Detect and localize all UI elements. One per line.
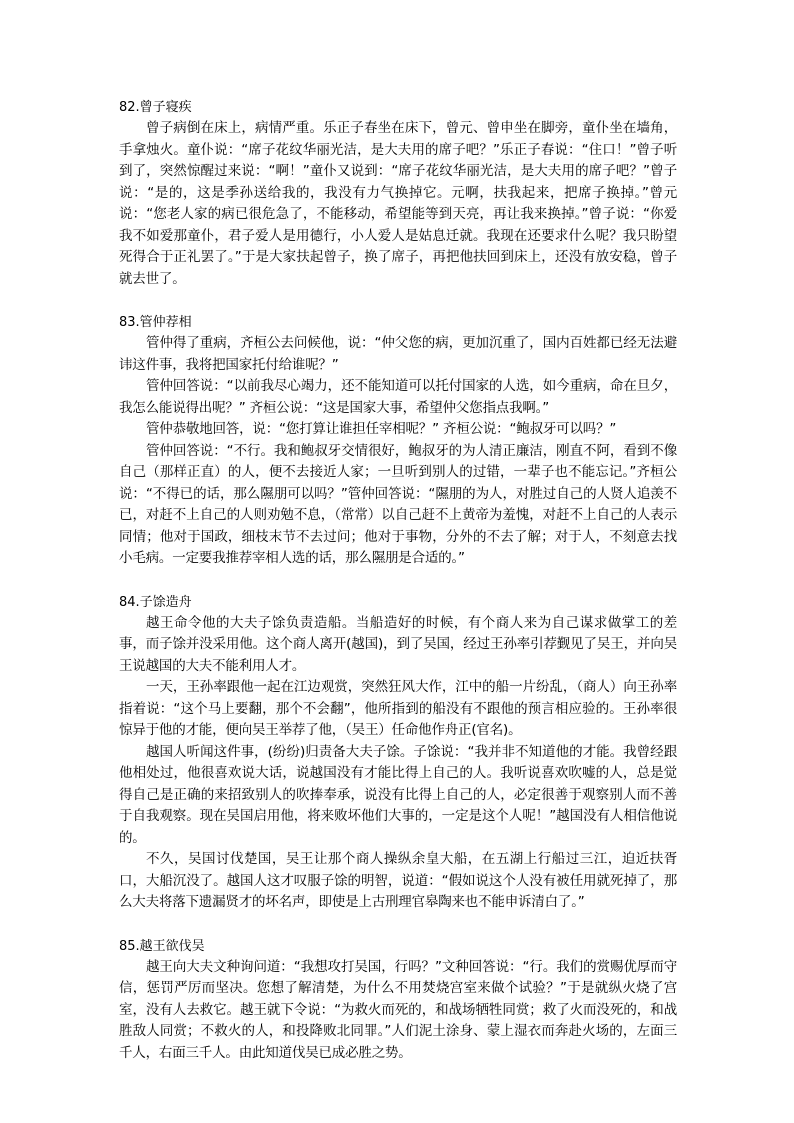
section-82	[119, 97, 677, 290]
document-body	[119, 97, 677, 1086]
section-heading: 84.子馀造舟	[119, 594, 192, 610]
section-84	[119, 592, 677, 914]
paragraph: 一天，王孙率跟他一起在江边观赏，突然狂风大作，江中的船一片纷乱，（商人）向王孙率指着说：“这个马上要翻，那个不会翻”，他所指到的船没有不跟他的预言相应验的。王孙率很惊异于他的才能，便向吴王举荐了他，（吴王）任命他作舟正(官名)。	[119, 679, 677, 738]
section-83	[119, 312, 677, 570]
paragraph: 管仲得了重病，齐桓公去问候他，说：“仲父您的病，更加沉重了，国内百姓都已经无法避讳这件事，我将把国家托付给谁呢？”	[119, 335, 677, 373]
paragraph: 管仲恭敬地回答，说：“您打算让谁担任宰相呢？” 齐桓公说：“鲍叔牙可以吗？”	[146, 421, 617, 437]
section-heading: 82.曾子寝疾	[119, 100, 192, 115]
paragraph: 不久，吴国讨伐楚国，吴王让那个商人操纵余皇大船，在五湖上行船过三江，迫近扶胥口，大船沉没了。越国人这才叹服子馀的明智，说道：“假如说这个人没有被任用就死掉了，那么大夫将落下遗漏贤才的坏名声，即使是上古刑理官皋陶来也不能申诉清白了。”	[119, 851, 677, 910]
section-heading: 83.管仲荐相	[119, 315, 192, 330]
paragraph: 越国人听闻这件事，(纷纷)归责备大夫子馀。子馀说：“我并非不知道他的才能。我曾经跟他相处过，他很喜欢说大话，说越国没有才能比得上自己的人。我听说喜欢吹嘘的人，总是觉得自己是正确的来招致别人的吹捧奉承，说没有比得上自己的人，必定很善于观察别人而不善于自我观察。现在吴国启用他，将来败坏他们大事的，一定是这个人呢！”越国没有人相信他说的。	[119, 743, 677, 846]
section-85	[119, 936, 677, 1065]
paragraph: 越王命令他的大夫子馀负责造船。当船造好的时候，有个商人来为自己谋求做掌工的差事，而子馀并没采用他。这个商人离开(越国)，到了吴国，经过王孙率引荐觐见了吴王，并向吴王说越国的大夫不能利用人才。	[119, 614, 677, 674]
paragraph: 管仲回答说：“以前我尽心竭力，还不能知道可以托付国家的人选，如今重病，命在旦夕，我怎么能说得出呢？” 齐桓公说：“这是国家大事，希望仲父您指点我啊。”	[119, 378, 677, 416]
paragraph: 越王向大夫文种询问道：“我想攻打吴国，行吗？”文种回答说：“行。我们的赏赐优厚而守信，惩罚严厉而坚决。您想了解清楚，为什么不用焚烧宫室来做个试验？”于是就纵火烧了宫室，没有人去救它。越王就下令说：“为救火而死的，和战场牺牲同赏；救了火而没死的，和战胜敌人同赏；不救火的人，和投降败北同罪。”人们泥土涂身、蒙上湿衣而奔赴火场的，左面三千人，右面三千人。由此知道伐吴已成必胜之势。	[119, 958, 677, 1061]
section-heading: 85.越王欲伐吴	[119, 938, 205, 954]
paragraph: 曾子病倒在床上，病情严重。乐正子春坐在床下，曾元、曾申坐在脚旁，童仆坐在墙角，手拿烛火。童仆说：“席子花纹华丽光洁，是大夫用的席子吧？”乐正子春说：“住口！”曾子听到了，突然惊醒过来说：“啊！”童仆又说到：“席子花纹华丽光洁，是大夫用的席子吧？”曾子说：“是的，这是季孙送给我的，我没有力气换掉它。元啊，扶我起来，把席子换掉。”曾元说：“您老人家的病已很危急了，不能移动，希望能等到天亮，再让我来换掉。”曾子说：“你爱我不如爱那童仆，君子爱人是用德行，小人爱人是姑息迁就。我现在还要求什么呢？我只盼望死得合于正礼罢了。”于是大家扶起曾子，换了席子，再把他扶回到床上，还没有放安稳，曾子就去世了。	[119, 120, 677, 287]
paragraph: 管仲回答说：“不行。我和鲍叔牙交情很好，鲍叔牙的为人清正廉洁，刚直不阿，看到不像自己（那样正直）的人，便不去接近人家；一旦听到别人的过错，一辈子也不能忘记。”齐桓公说：“不得已的话，那么隰朋可以吗？”管仲回答说：“隰朋的为人，对胜过自己的人贤人追羡不已，对赶不上自己的人则劝勉不息，（常常）以自己赶不上黄帝为羞愧，对赶不上自己的人表示同情；他对于国政，细枝末节不去过问；他对于事物，分外的不去了解；对于人，不刻意去找小毛病。一定要我推荐宰相人选的话，那么隰朋是合适的。”	[119, 442, 677, 566]
